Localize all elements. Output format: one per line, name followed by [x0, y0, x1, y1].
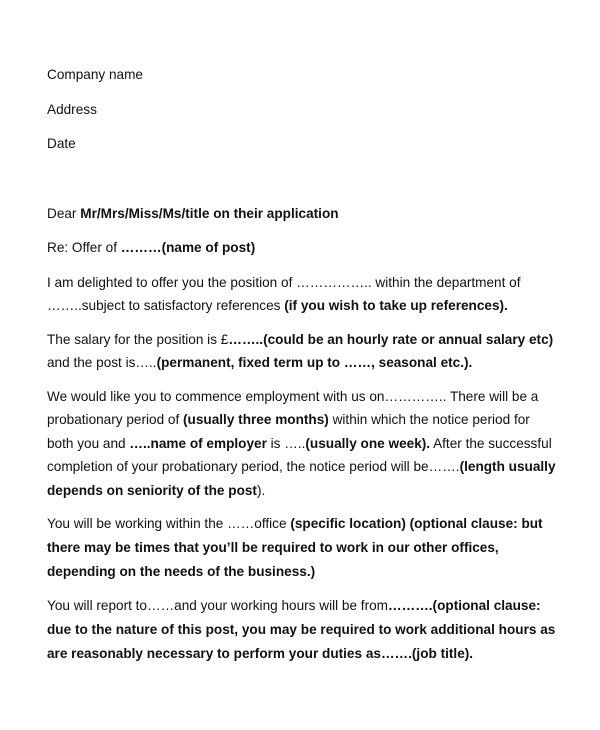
letter-line — [47, 516, 543, 532]
bold-text-segment: are reasonably necessary to perform your duties as…….(job title). — [47, 646, 474, 661]
text-segment: Re: Offer of — [47, 240, 121, 255]
letter-line — [47, 355, 472, 371]
text-segment: You will report to……and your working hours will be from — [47, 598, 388, 613]
bold-text-segment: Mr/Mrs/Miss/Ms/title on their application — [80, 206, 339, 221]
bold-text-segment: depending on the needs of the business.) — [47, 564, 316, 579]
text-segment: The salary for the position is £ — [47, 332, 229, 347]
letter-line — [47, 646, 473, 662]
bold-text-segment: depends on seniority of the post — [47, 483, 257, 498]
bold-text-segment: (usually one week). — [305, 436, 431, 451]
bold-text-segment: there may be times that you’ll be required to work in our other offices, — [47, 540, 499, 555]
address: Address — [47, 102, 97, 117]
bold-text-segment: ……..(could be an hourly rate or annual salary etc) — [228, 332, 554, 347]
company-name: Company name — [47, 67, 143, 82]
bold-text-segment: (permanent, fixed term up to ……, seasonal etc.). — [156, 355, 473, 370]
letter-line — [47, 436, 552, 452]
letter-line — [47, 564, 315, 580]
text-segment: I am delighted to offer you the position of …………….. within the department of — [47, 275, 521, 290]
bold-text-segment: due to the nature of this post, you may be required to work additional hours as — [47, 622, 556, 637]
letter-line — [47, 389, 538, 405]
bold-text-segment: (length usually — [459, 459, 556, 474]
letter-line — [47, 412, 530, 428]
bold-text-segment: (specific location) (optional clause: but — [290, 516, 543, 531]
letter-line — [47, 275, 521, 291]
bold-text-segment: ……….(optional clause: — [388, 598, 541, 613]
letter-line — [47, 540, 499, 556]
text-segment: ……..subject to satisfactory references — [47, 298, 285, 313]
text-segment: completion of your probationary period, the notice period will be……. — [47, 459, 460, 474]
text-segment: Dear — [47, 206, 81, 221]
bold-text-segment: ………(name of post) — [120, 240, 256, 255]
letter-line — [47, 483, 265, 499]
date: Date — [47, 136, 76, 151]
bold-text-segment: (usually three months) — [183, 412, 329, 427]
letter-line — [47, 332, 553, 348]
letter-line — [47, 206, 339, 222]
text-segment: within which the notice period for — [328, 412, 530, 427]
text-segment: and the post is….. — [47, 355, 157, 370]
letter-line — [47, 240, 255, 256]
text-segment: After the successful — [430, 436, 552, 451]
text-segment: You will be working within the ……office — [47, 516, 291, 531]
text-segment: probationary period of — [47, 412, 184, 427]
letter-line — [47, 598, 541, 614]
bold-text-segment: …..name of employer — [129, 436, 267, 451]
text-segment: We would like you to commence employment with us on………….. There will be a — [47, 389, 539, 404]
text-segment: is ….. — [266, 436, 306, 451]
letter-line — [47, 459, 556, 475]
bold-text-segment: (if you wish to take up references). — [284, 298, 508, 313]
letter-line — [47, 622, 555, 638]
letter-line — [47, 298, 508, 314]
text-segment: ). — [256, 483, 266, 498]
text-segment: both you and — [47, 436, 130, 451]
